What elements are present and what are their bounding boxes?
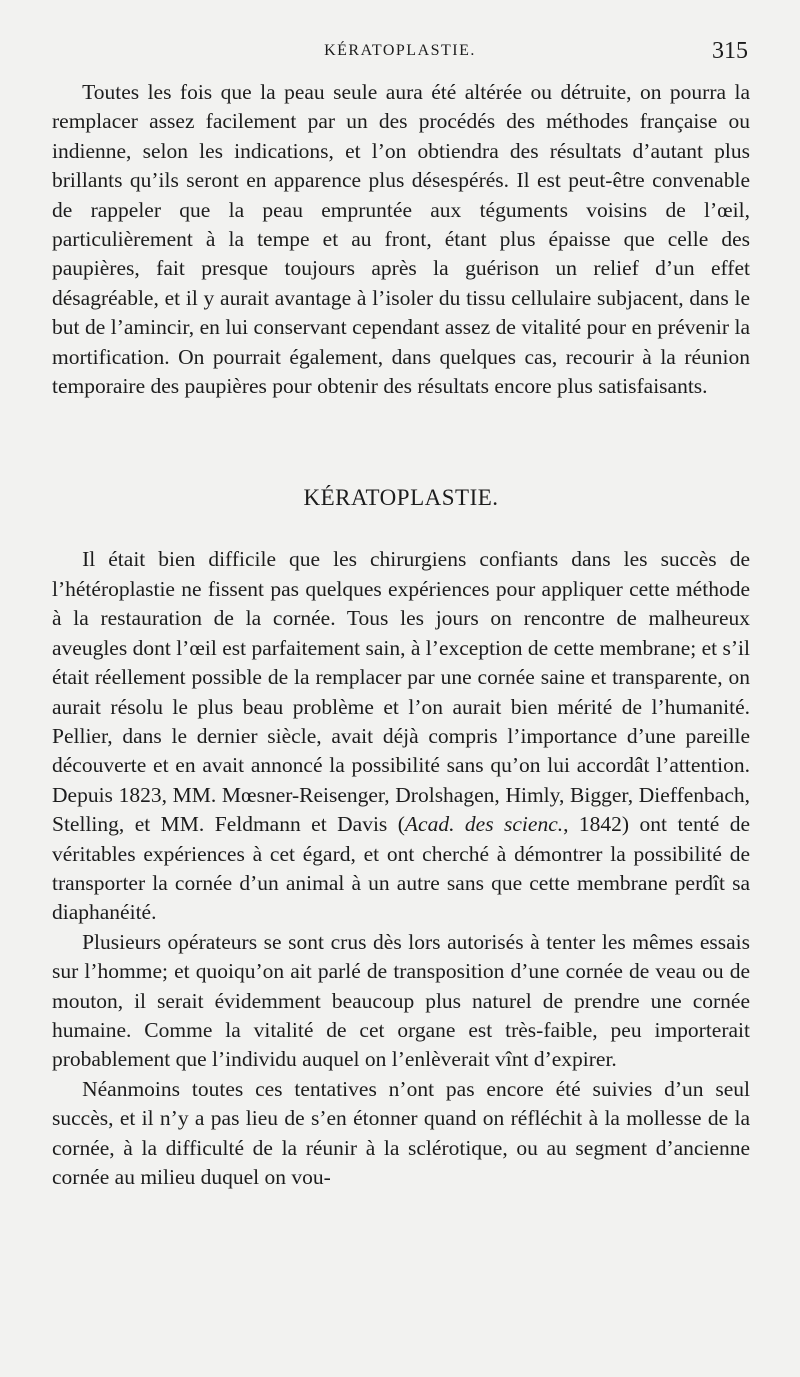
running-header — [52, 38, 748, 68]
section-heading: KÉRATOPLASTIE. — [303, 485, 499, 511]
paragraph-1-text-before-citation: Il était bien difficile que les chirurgiens confiants dans les succès de l’hétéroplastie ne fissent pas quelques expériences pour appliquer cette méthode à la restauration de la cornée. Tous les jours on rencontre de malheureux aveugles dont l’œil est parfaitement sain, à l’exception de cette membrane; et s’il était réellement possible de la remplacer par une cornée saine et transparente, on aurait résolu le plus beau problème et l’on aurait bien mérité de l’humanité. Pellier, dans le dernier siècle, avait déjà compris l’importance d’une pareille découverte et en avait annoncé la possibilité sans qu’on lui accordât l’attention. Depuis 1823, MM. Mœsner-Reisenger, Drolshagen, Himly, Bigger, Dieffenbach, Stelling, et MM. Feldmann et Davis ( — [52, 547, 750, 837]
running-title: KÉRATOPLASTIE. — [324, 42, 476, 59]
paragraph-1-text-after-citation: , 1842) ont tenté de véritables expériences à cet égard, et ont cherché à démontrer la possibilité de transporter la cornée d’un animal à un autre sans que cette membrane perdît sa diaphanéité. — [52, 812, 750, 925]
section-paragraph-3: Néanmoins toutes ces tentatives n’ont pas encore été suivies d’un seul succès, et il n’y a pas lieu de s’en étonner quand on réfléchit à la mollesse de la cornée, à la difficulté de la réunir à la sclérotique, ou au segment d’ancienne cornée au milieu duquel on vou- — [52, 1076, 750, 1189]
intro-paragraph: Toutes les fois que la peau seule aura été altérée ou détruite, on pourra la remplacer assez facilement par un des procédés des méthodes française ou indienne, selon les indications, et l’on obtiendra des résultats d’autant plus brillants qu’ils seront en apparence plus désespérés. Il est peut-être convenable de rappeler que la peau empruntée aux téguments voisins de l’œil, particulièrement à la tempe et au front, étant plus épaisse que celle des paupières, fait presque toujours après la guérison un relief d’un effet désagréable, et il y aurait avantage à l’isoler du tissu cellulaire subjacent, dans le but de l’amincir, en lui conservant cependant assez de vitalité pour en prévenir la mortification. On pourrait également, dans quelques cas, recourir à la réunion temporaire des paupières pour obtenir des résultats encore plus satisfaisants. — [52, 80, 750, 399]
citation: Acad. des scienc. — [404, 812, 564, 837]
page-number: 315 — [712, 38, 748, 64]
body-text — [52, 78, 750, 1192]
section-paragraph-1 — [52, 545, 750, 927]
section-paragraph-2: Plusieurs opérateurs se sont crus dès lors autorisés à tenter les mêmes essais sur l’homme; et quoiqu’on ait parlé de transposition d’une cornée de veau ou de mouton, il serait évidemment beaucoup plus naturel de prendre une cornée humaine. Comme la vitalité de cet organe est très-faible, peu importerait probablement que l’individu auquel on l’enlèverait vînt d’expirer. — [52, 929, 750, 1072]
